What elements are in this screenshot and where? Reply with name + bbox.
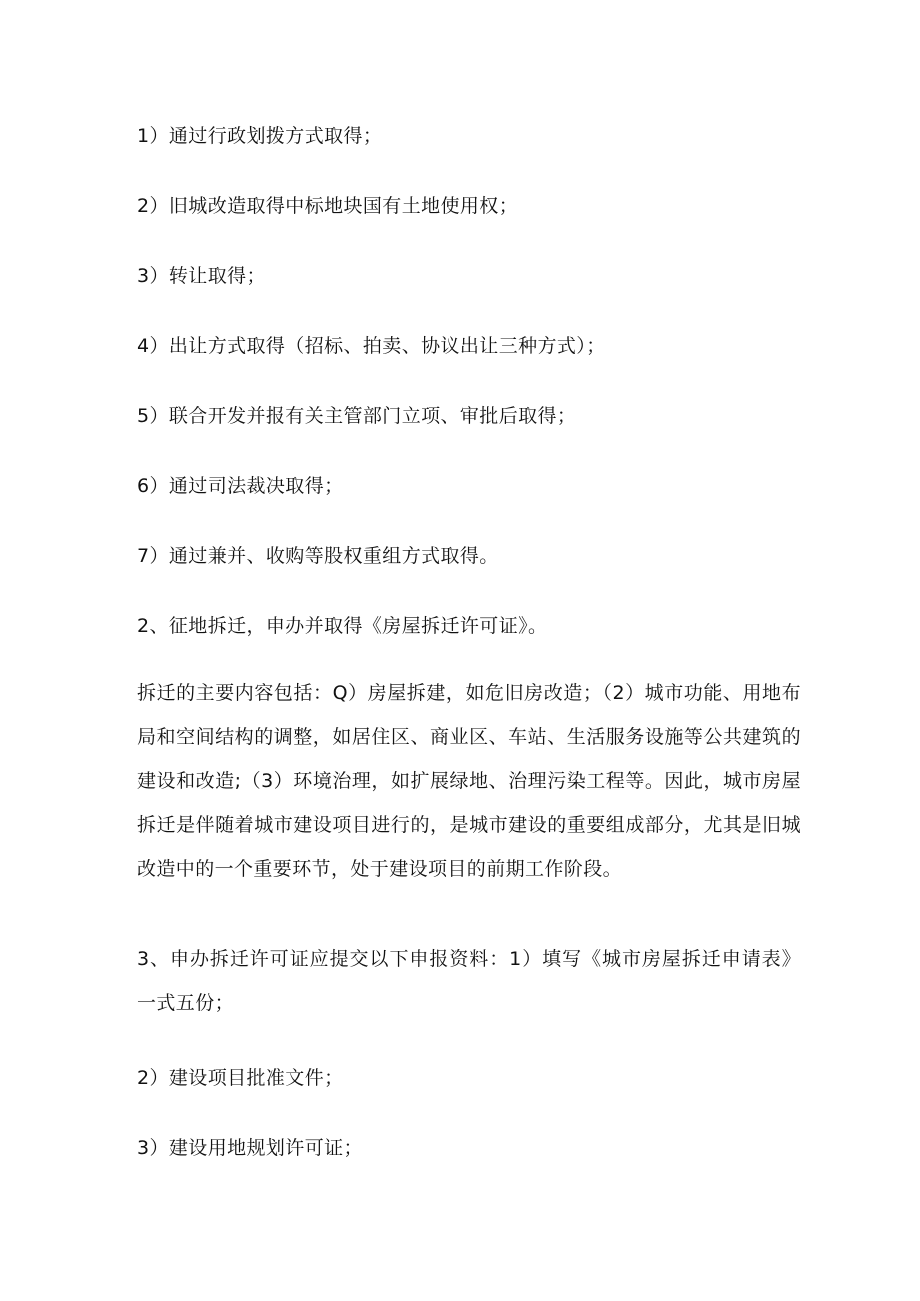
- list-item: 4）出让方式取得（招标、拍卖、协议出让三种方式）；: [137, 335, 606, 357]
- list-item: 7）通过兼并、收购等股权重组方式取得。: [137, 545, 499, 567]
- list-item: 5）联合开发并报有关主管部门立项、审批后取得；: [137, 405, 577, 427]
- body-paragraph: 3、申办拆迁许可证应提交以下申报资料：1）填写《城市房屋拆迁申请表》一式五份；: [137, 948, 801, 1014]
- list-item: 1）通过行政划拨方式取得；: [137, 125, 383, 147]
- list-item: 6）通过司法裁决取得；: [137, 475, 344, 497]
- list-item: 2）建设项目批准文件；: [137, 1067, 344, 1089]
- list-item: 3）建设用地规划许可证；: [137, 1137, 363, 1159]
- list-item: 3）转让取得；: [137, 265, 266, 287]
- list-item: 2）旧城改造取得中标地块国有土地使用权；: [137, 195, 519, 217]
- section-heading: 2、征地拆迁，申办并取得《房屋拆迁许可证》。: [137, 615, 548, 637]
- body-paragraph: 拆迁的主要内容包括：Q）房屋拆建，如危旧房改造；（2）城市功能、用地布局和空间结构的调整，如居住区、商业区、车站、生活服务设施等公共建筑的建设和改造;（3）环境治理，如扩展绿地、治理污染工程等。因此，城市房屋拆迁是伴随着城市建设项目进行的，是城市建设的重要组成部分，尤其是旧城改造中的一个重要环节，处于建设项目的前期工作阶段。: [137, 682, 801, 880]
